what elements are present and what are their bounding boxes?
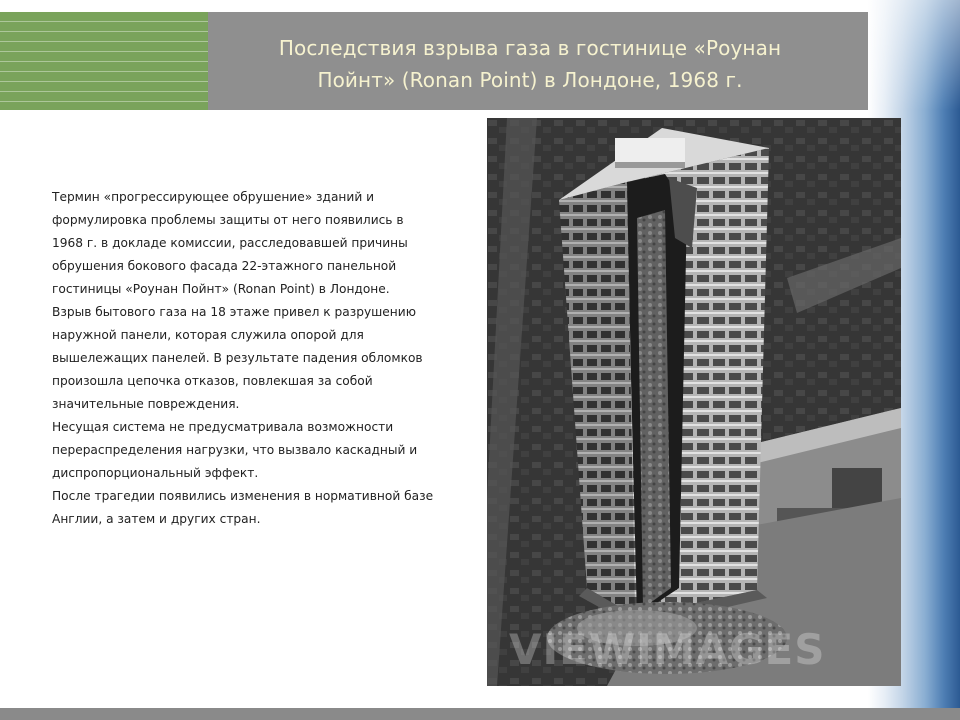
photo-watermark: VIEWIMAGES <box>509 625 826 674</box>
body-paragraph-1: Термин «прогрессирующее обрушение» зданий и формулировка проблемы защиты от него появились в 1968 г. в докладе комиссии, расследовавшей причины обрушения бокового фасада 22-этажного панельной гостиницы «Роунан Пойнт» (Ronan Point) в Лондоне. <box>52 190 408 296</box>
roof-machine-room <box>615 138 685 166</box>
slide-top-margin <box>0 0 960 12</box>
header-green-panel <box>0 12 208 110</box>
slide-title-line-1: Последствия взрыва газа в гостинице «Роунан <box>278 36 782 60</box>
ronan-point-photo <box>487 118 901 686</box>
bottom-bar <box>0 708 960 720</box>
body-paragraph-4: После трагедии появились изменения в нормативной базе Англии, а затем и других стран. <box>52 489 434 526</box>
slide-body-text <box>52 186 438 531</box>
slide-title-line-2: Пойнт» (Ronan Point) в Лондоне, 1968 г. <box>317 68 743 92</box>
body-paragraph-3: Несущая система не предусматривала возможности перераспределения нагрузки, что вызвало каскадный и диспропорциональный эффект. <box>52 420 418 480</box>
slide-title <box>230 32 830 96</box>
body-paragraph-2: Взрыв бытового газа на 18 этаже привел к разрушению наружной панели, которая служила опорой для вышележащих панелей. В результате падения обломков произошла цепочка отказов, повлекшая за собой значительные повреждения. <box>52 305 423 411</box>
